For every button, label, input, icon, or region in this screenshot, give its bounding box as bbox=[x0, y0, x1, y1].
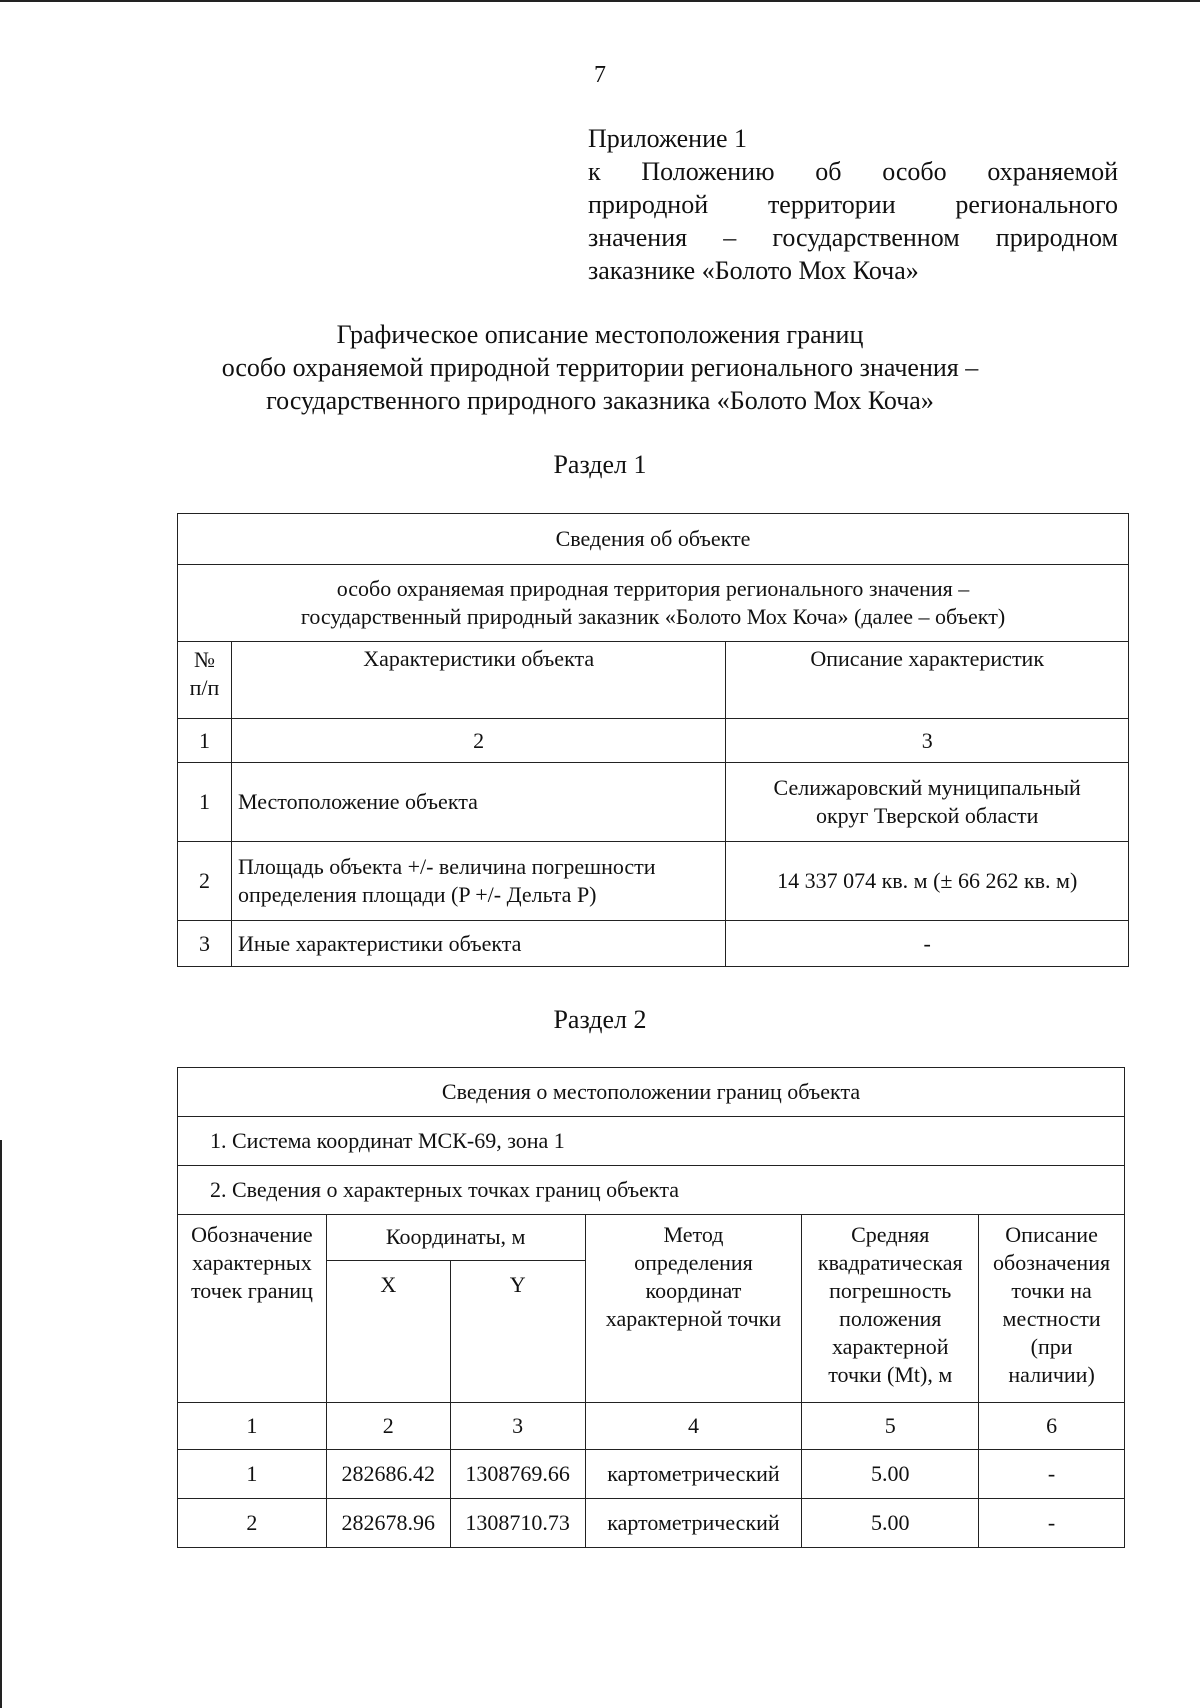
header-line: местности bbox=[1002, 1306, 1101, 1331]
header-number bbox=[178, 642, 232, 719]
appendix-line: к Положению об особо охраняемой bbox=[588, 157, 1118, 186]
appendix-line: заказнике «Болото Мох Коча» bbox=[588, 256, 919, 285]
appendix-block bbox=[588, 122, 1118, 287]
table-row bbox=[178, 1450, 1125, 1499]
header-line: характерной точки bbox=[605, 1306, 782, 1331]
coordinate-system: 1. Система координат МСК-69, зона 1 bbox=[178, 1117, 1125, 1166]
scan-edge-left bbox=[0, 1140, 2, 1708]
object-description bbox=[178, 565, 1129, 642]
column-number: 2 bbox=[231, 719, 725, 763]
point-id: 1 bbox=[178, 1450, 327, 1499]
row-name-line: Площадь объекта +/- величина погрешности bbox=[237, 854, 656, 879]
coord-x: 282678.96 bbox=[326, 1499, 450, 1548]
table-caption: Сведения о местоположении границ объекта bbox=[178, 1068, 1125, 1117]
appendix-line: значения – государственном природном bbox=[588, 223, 1118, 252]
header-line: определения bbox=[634, 1250, 753, 1275]
title-line: государственного природного заказника «Болото Мох Коча» bbox=[266, 386, 934, 415]
title-line: особо охраняемой природной территории регионального значения – bbox=[221, 353, 979, 382]
column-number: 1 bbox=[178, 719, 232, 763]
method: картометрический bbox=[585, 1450, 802, 1499]
section2-heading: Раздел 2 bbox=[553, 1005, 647, 1034]
column-number: 3 bbox=[450, 1403, 585, 1450]
row-name: Местоположение объекта bbox=[231, 763, 725, 842]
row-name-line: определения площади (P +/- Дельта P) bbox=[237, 882, 597, 907]
object-info-table bbox=[177, 513, 1129, 967]
title-line: Графическое описание местоположения границ bbox=[336, 320, 864, 349]
coord-y: 1308769.66 bbox=[450, 1450, 585, 1499]
header-line: Средняя bbox=[851, 1222, 930, 1247]
column-number: 4 bbox=[585, 1403, 802, 1450]
column-number: 1 bbox=[178, 1403, 327, 1450]
table-row bbox=[178, 921, 1129, 967]
header-line: Описание bbox=[1005, 1222, 1098, 1247]
header-line: (при bbox=[1030, 1334, 1073, 1359]
header-line: точки (Mt), м bbox=[828, 1362, 953, 1387]
header-line: Метод bbox=[663, 1222, 724, 1247]
coord-x: 282686.42 bbox=[326, 1450, 450, 1499]
row-value-line: Селижаровский муниципальный bbox=[773, 775, 1081, 800]
table-row bbox=[178, 763, 1129, 842]
header-line: координат bbox=[645, 1278, 742, 1303]
table-row bbox=[178, 1499, 1125, 1548]
boundary-points-table bbox=[177, 1067, 1125, 1548]
scan-edge-top bbox=[0, 0, 1200, 2]
header-description: Описание характеристик bbox=[726, 642, 1129, 719]
object-description-line: особо охраняемая природная территория регионального значения – bbox=[336, 576, 970, 601]
row-value-line: округ Тверской области bbox=[815, 803, 1039, 828]
row-number: 3 bbox=[178, 921, 232, 967]
row-name: Иные характеристики объекта bbox=[231, 921, 725, 967]
column-number: 6 bbox=[979, 1403, 1125, 1450]
document-title bbox=[0, 318, 1200, 417]
coord-y: 1308710.73 bbox=[450, 1499, 585, 1548]
row-number: 1 bbox=[178, 763, 232, 842]
appendix-title: Приложение 1 bbox=[588, 124, 748, 153]
row-value: - bbox=[726, 921, 1129, 967]
header-number-line: п/п bbox=[189, 675, 220, 700]
section1-heading: Раздел 1 bbox=[553, 450, 647, 479]
header-x: X bbox=[326, 1261, 450, 1403]
header-line: точек границ bbox=[190, 1278, 313, 1303]
header-designation bbox=[178, 1215, 327, 1403]
point-description: - bbox=[979, 1450, 1125, 1499]
table-caption: Сведения об объекте bbox=[178, 514, 1129, 565]
error-value: 5.00 bbox=[802, 1450, 979, 1499]
table-row bbox=[178, 842, 1129, 921]
header-characteristics: Характеристики объекта bbox=[231, 642, 725, 719]
row-name bbox=[231, 842, 725, 921]
row-value: 14 337 074 кв. м (± 66 262 кв. м) bbox=[726, 842, 1129, 921]
object-description-line: государственный природный заказник «Болото Мох Коча» (далее – объект) bbox=[300, 604, 1006, 629]
method: картометрический bbox=[585, 1499, 802, 1548]
page-number: 7 bbox=[594, 62, 606, 88]
header-line: характерной bbox=[831, 1334, 949, 1359]
header-line: характерных bbox=[192, 1250, 312, 1275]
header-line: квадратическая bbox=[817, 1250, 963, 1275]
column-number: 2 bbox=[326, 1403, 450, 1450]
appendix-line: природной территории регионального bbox=[588, 190, 1118, 219]
header-method bbox=[585, 1215, 802, 1403]
row-value bbox=[726, 763, 1129, 842]
error-value: 5.00 bbox=[802, 1499, 979, 1548]
point-description: - bbox=[979, 1499, 1125, 1548]
column-number: 5 bbox=[802, 1403, 979, 1450]
header-error bbox=[802, 1215, 979, 1403]
row-number: 2 bbox=[178, 842, 232, 921]
header-coordinates: Координаты, м bbox=[326, 1215, 585, 1261]
header-line: обозначения bbox=[993, 1250, 1111, 1275]
points-caption: 2. Сведения о характерных точках границ объекта bbox=[178, 1166, 1125, 1215]
header-line: точки на bbox=[1011, 1278, 1092, 1303]
point-id: 2 bbox=[178, 1499, 327, 1548]
header-line: наличии) bbox=[1008, 1362, 1095, 1387]
header-y: Y bbox=[450, 1261, 585, 1403]
header-point-description bbox=[979, 1215, 1125, 1403]
header-line: Обозначение bbox=[191, 1222, 313, 1247]
column-number: 3 bbox=[726, 719, 1129, 763]
header-number-line: № bbox=[193, 647, 215, 672]
header-line: положения bbox=[839, 1306, 942, 1331]
header-line: погрешность bbox=[829, 1278, 952, 1303]
